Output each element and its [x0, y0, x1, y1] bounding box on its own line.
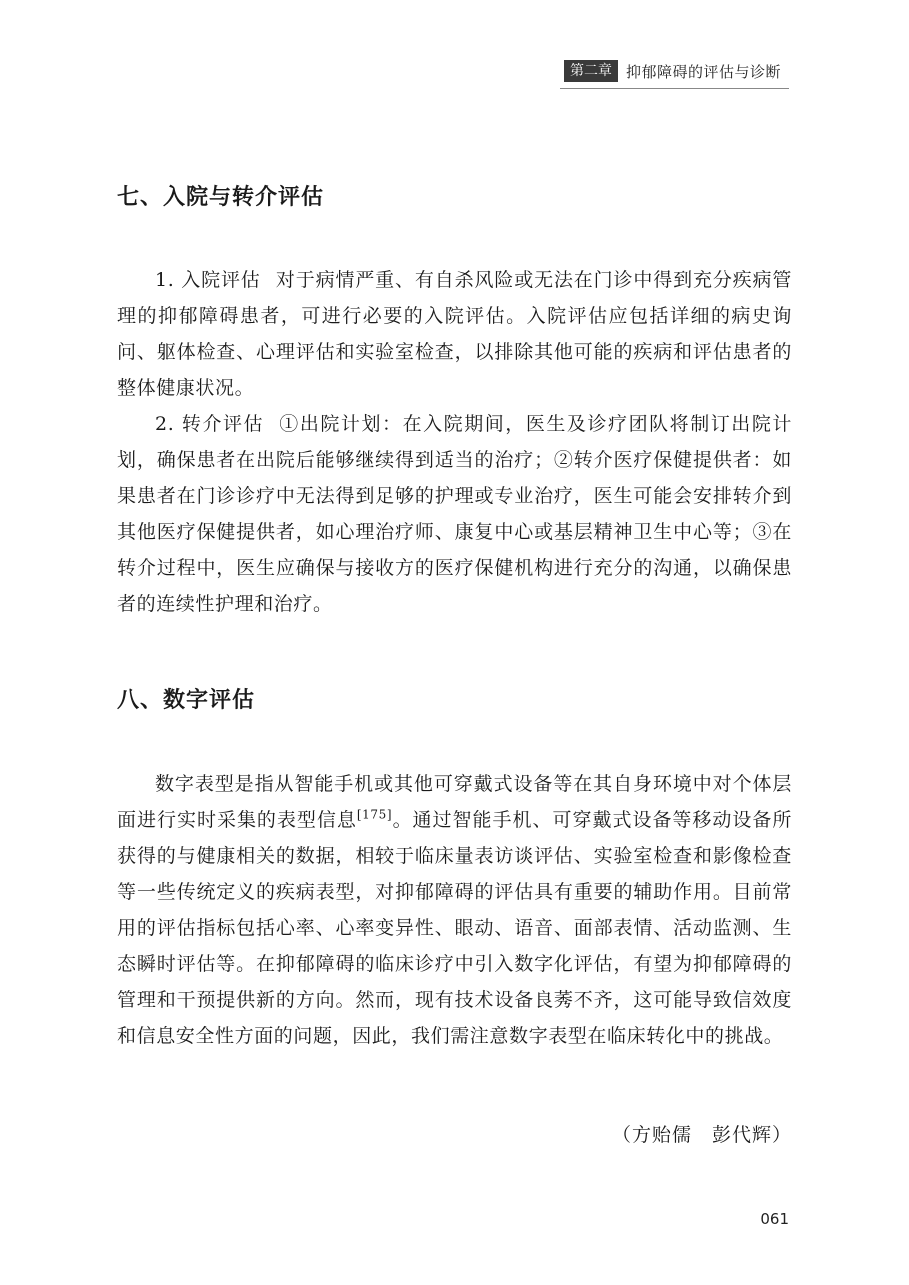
chapter-badge: 第二章 [564, 60, 618, 82]
text-digital-phenotype-rest: 。通过智能手机、可穿戴式设备等移动设备所获得的与健康相关的数据，相较于临床量表访谈评估、实验室检查和影像检查等一些传统定义的疾病表型，对抑郁障碍的评估具有重要的辅助作用。目前常用的评估指标包括心率、心率变异性、眼动、语音、面部表情、活动监测、生态瞬时评估等。在抑郁障碍的临床诊疗中引入数字化评估，有望为抑郁障碍的管理和干预提供新的方向。然而，现有技术设备良莠不齐，这可能导致信效度和信息安全性方面的问题，因此，我们需注意数字表型在临床转化中的挑战。 [117, 809, 792, 1047]
citation-marker: [175] [356, 807, 393, 822]
text-admission-assessment: 对于病情严重、有自杀风险或无法在门诊中得到充分疾病管理的抑郁障碍患者，可进行必要的入院评估。入院评估应包括详细的病史询问、躯体检查、心理评估和实验室检查，以排除其他可能的疾病和评估患者的整体健康状况。 [117, 269, 792, 399]
page-number: 061 [760, 1210, 789, 1228]
text-referral-assessment: ①出院计划：在入院期间，医生及诊疗团队将制订出院计划，确保患者在出院后能够继续得到适当的治疗；②转介医疗保健提供者：如果患者在门诊诊疗中无法得到足够的护理或专业治疗，医生可能会安排转介到其他医疗保健提供者，如心理治疗师、康复中心或基层精神卫生中心等；③在转介过程中，医生应确保与接收方的医疗保健机构进行充分的沟通，以确保患者的连续性护理和治疗。 [117, 413, 792, 615]
text-digital-phenotype-start: 数字表型是指从智能手机或其他可穿戴式设备等在其自身环境中对个体层面进行实时采集的表型信息 [117, 773, 792, 831]
term-referral-assessment: 2. 转介评估 [155, 413, 265, 435]
author-credit: （方贻儒 彭代辉） [611, 1124, 792, 1146]
paragraph-digital-phenotype [117, 766, 792, 1054]
section-heading-digital-assessment: 八、数字评估 [117, 688, 256, 713]
header-rule [560, 88, 789, 89]
running-header [564, 60, 781, 82]
section-heading-admission-referral: 七、入院与转介评估 [117, 185, 325, 210]
paragraph-referral-assessment [117, 406, 792, 622]
chapter-title: 抑郁障碍的评估与诊断 [625, 62, 781, 81]
term-admission-assessment: 1. 入院评估 [155, 269, 261, 291]
paragraph-admission-assessment [117, 262, 792, 406]
